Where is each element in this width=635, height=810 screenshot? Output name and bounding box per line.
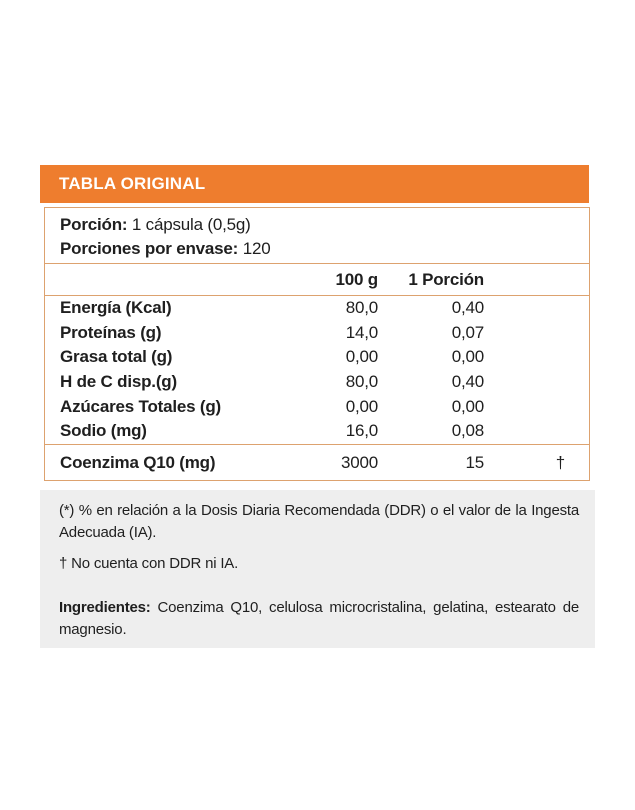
row-label: Coenzima Q10 (mg) <box>60 452 216 472</box>
dagger-symbol: † <box>555 452 565 472</box>
row-label: Azúcares Totales (g) <box>60 396 222 416</box>
ingredients-label: Ingredientes: <box>59 599 151 616</box>
ingredients-text: Coenzima Q10, celulosa microcristalina, gelatina, estearato de magnesio. <box>59 599 579 638</box>
row-value-100g: 0,00 <box>345 396 378 416</box>
table-row <box>45 345 589 370</box>
row-label: Sodio (mg) <box>60 421 147 441</box>
table-row <box>45 370 589 395</box>
servings-label: Porciones por envase: <box>60 239 239 258</box>
row-label: Proteínas (g) <box>60 322 162 342</box>
row-value-100g: 80,0 <box>345 298 378 318</box>
table-row <box>45 321 589 346</box>
table-title-bar <box>40 165 589 203</box>
row-value-100g: 3000 <box>340 452 378 472</box>
ddr-footnote: (*) % en relación a la Dosis Diaria Recomendada (DDR) o el valor de la Ingesta Adecuada (IA). <box>59 502 579 541</box>
row-value-portion: 0,08 <box>451 421 484 441</box>
portion-label: Porción: <box>60 215 128 234</box>
nutrition-table <box>44 207 590 481</box>
row-value-portion: 15 <box>465 452 484 472</box>
row-value-100g: 0,00 <box>345 347 378 367</box>
row-value-portion: 0,00 <box>451 347 484 367</box>
serving-info <box>45 208 589 264</box>
table-row <box>45 394 589 419</box>
servings-value: 120 <box>242 239 271 258</box>
table-body <box>45 296 589 444</box>
column-header-portion: 1 Porción <box>408 269 484 289</box>
row-value-100g: 16,0 <box>345 421 378 441</box>
portion-line <box>60 213 579 237</box>
table-row <box>45 419 589 444</box>
coq10-row <box>45 444 589 481</box>
table-title: TABLA ORIGINAL <box>59 174 206 193</box>
row-label: Energía (Kcal) <box>60 298 172 318</box>
portion-value: 1 cápsula (0,5g) <box>131 215 251 234</box>
row-value-portion: 0,00 <box>451 396 484 416</box>
row-label: H de C disp.(g) <box>60 372 177 392</box>
column-header-row <box>45 264 589 296</box>
column-header-100g: 100 g <box>335 269 378 289</box>
row-value-portion: 0,40 <box>451 372 484 392</box>
dagger-footnote: † No cuenta con DDR ni IA. <box>59 555 239 572</box>
ingredients-paragraph <box>59 597 579 641</box>
row-value-100g: 80,0 <box>345 372 378 392</box>
table-row <box>45 296 589 321</box>
servings-line <box>60 237 579 261</box>
row-value-portion: 0,07 <box>451 322 484 342</box>
row-value-portion: 0,40 <box>451 298 484 318</box>
footnote-panel <box>40 490 595 648</box>
row-value-100g: 14,0 <box>345 322 378 342</box>
row-label: Grasa total (g) <box>60 347 173 367</box>
